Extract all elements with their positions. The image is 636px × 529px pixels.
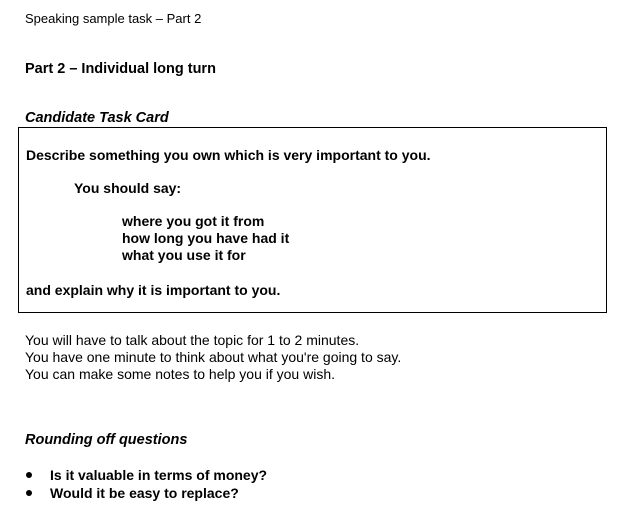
instructions-block	[25, 332, 401, 383]
instruction-line: You can make some notes to help you if you wish.	[25, 366, 335, 382]
task-card-should-say: You should say:	[74, 180, 182, 196]
task-card-point: how long you have had it	[122, 230, 290, 246]
question-text: Is it valuable in terms of money?	[50, 467, 268, 483]
task-card-closing: and explain why it is important to you.	[26, 282, 281, 298]
bullet-icon	[26, 490, 32, 496]
task-card	[18, 127, 607, 313]
question-text: Would it be easy to replace?	[50, 485, 239, 501]
rounding-off-heading: Rounding off questions	[25, 432, 188, 448]
task-card-point: what you use it for	[122, 247, 246, 263]
page-header-title: Speaking sample task – Part 2	[25, 11, 202, 26]
instruction-line: You have one minute to think about what you're going to say.	[25, 349, 402, 365]
bullet-icon	[26, 472, 32, 478]
part-heading: Part 2 – Individual long turn	[25, 61, 216, 77]
instruction-line: You will have to talk about the topic for 1 to 2 minutes.	[25, 332, 360, 348]
task-card-point: where you got it from	[122, 213, 265, 229]
task-card-prompt: Describe something you own which is very important to you.	[26, 147, 431, 163]
task-card-heading: Candidate Task Card	[25, 110, 169, 126]
